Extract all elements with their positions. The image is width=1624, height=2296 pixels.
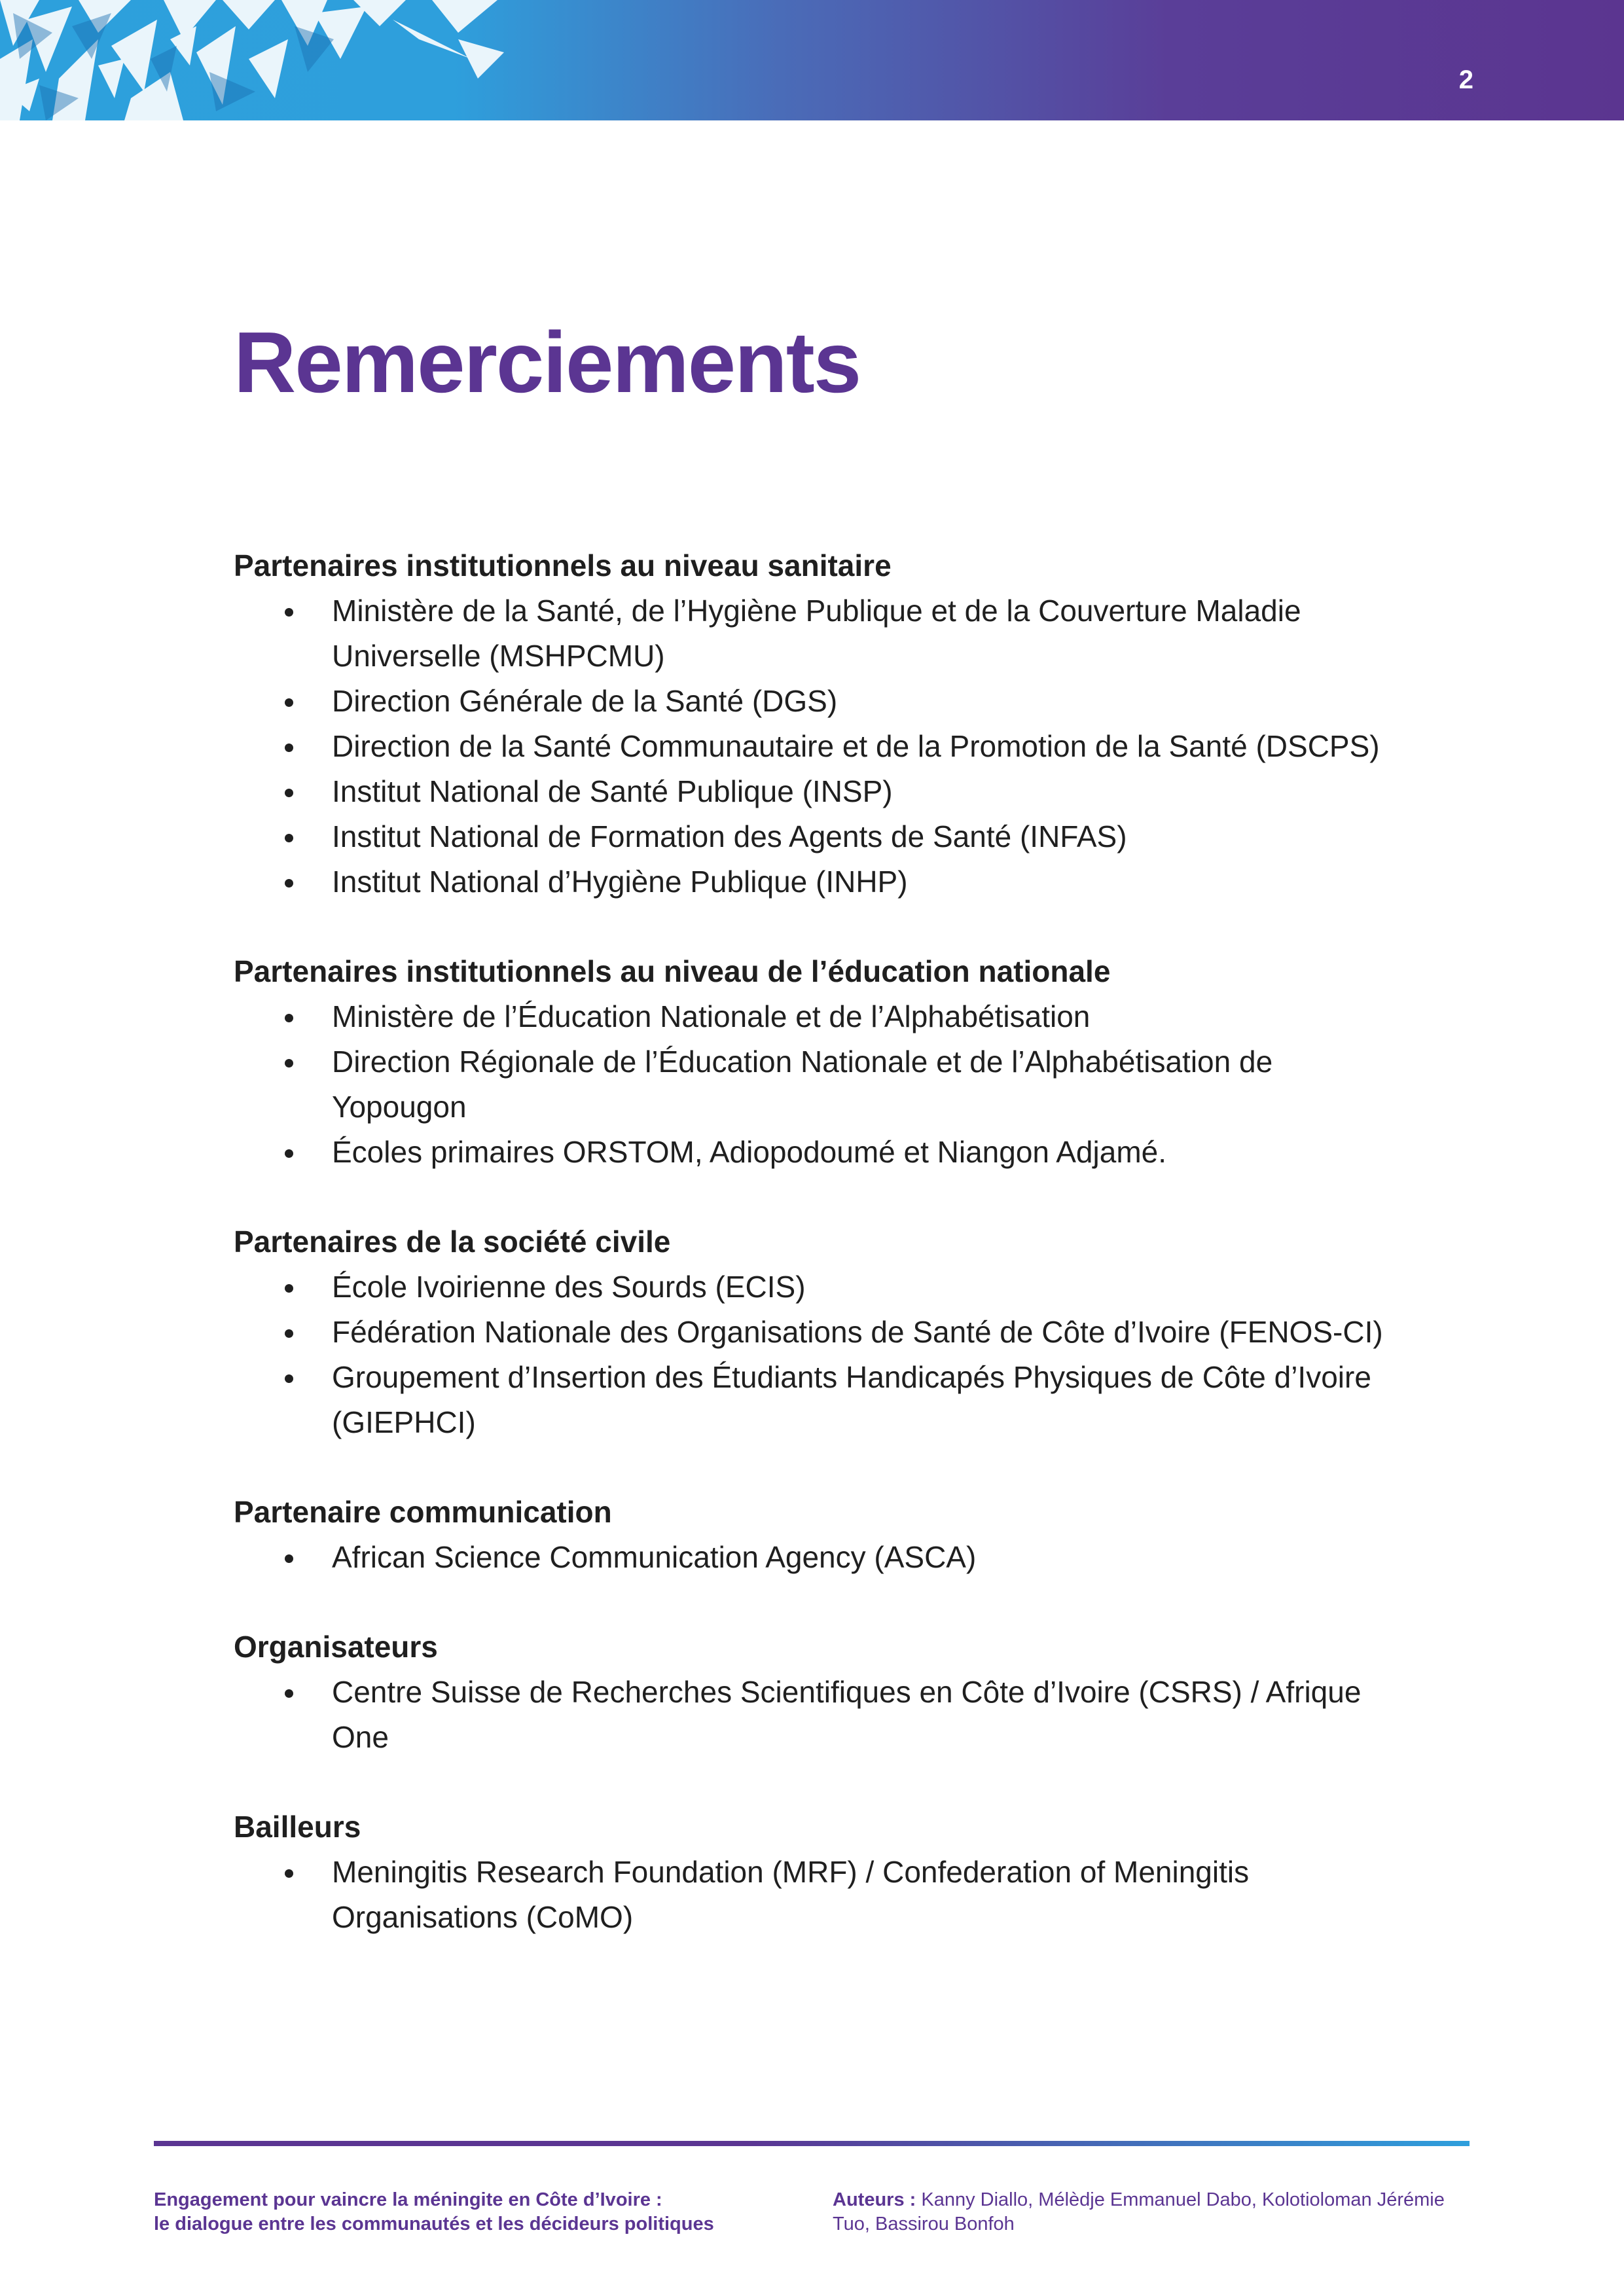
list-item: [234, 1130, 1412, 1175]
footer-divider: [154, 2141, 1470, 2146]
list-item: [234, 1850, 1412, 1940]
list-item: [234, 1039, 1412, 1130]
list-item-text: Direction Régionale de l’Éducation Nationale et de l’Alphabétisation de Yopougon: [332, 1045, 1273, 1124]
section-health-partners: [234, 543, 1412, 905]
bullet-icon: [285, 698, 293, 707]
section-heading: Bailleurs: [234, 1810, 361, 1844]
section-funders: [234, 1804, 1412, 1940]
list-item-text: Institut National d’Hygiène Publique (INHP): [332, 865, 908, 899]
page-number: 2: [1458, 65, 1473, 94]
bullet-icon: [285, 834, 293, 842]
acknowledgements-content: [234, 543, 1412, 1984]
list-item: [234, 859, 1412, 905]
section-heading: Organisateurs: [234, 1630, 438, 1664]
list-item-text: Centre Suisse de Recherches Scientifiques en Côte d’Ivoire (CSRS) / Afrique One: [332, 1675, 1362, 1754]
bullet-icon: [285, 1014, 293, 1022]
list-item: [234, 588, 1412, 679]
footer-authors-label: Auteurs :: [833, 2189, 916, 2210]
list-item-text: Institut National de Formation des Agents de Santé (INFAS): [332, 819, 1127, 853]
decorative-shards-graphic: [0, 0, 537, 120]
list-item-text: Fédération Nationale des Organisations de Santé de Côte d’Ivoire (FENOS-CI): [332, 1315, 1383, 1349]
bullet-icon: [285, 1284, 293, 1293]
section-list: [234, 588, 1412, 905]
bullet-icon: [285, 744, 293, 752]
bullet-icon: [285, 1059, 293, 1067]
section-heading: Partenaires institutionnels au niveau de l’éducation nationale: [234, 954, 1111, 988]
section-civil-society-partners: [234, 1219, 1412, 1445]
list-item: [234, 994, 1412, 1039]
bullet-icon: [285, 879, 293, 888]
list-item: [234, 1670, 1412, 1760]
list-item: [234, 1355, 1412, 1445]
bullet-icon: [285, 1689, 293, 1698]
list-item: [234, 724, 1412, 769]
list-item-text: Meningitis Research Foundation (MRF) / Confederation of Meningitis Organisations (CoMO): [332, 1855, 1250, 1934]
list-item: [234, 769, 1412, 814]
bullet-icon: [285, 789, 293, 797]
section-heading: Partenaire communication: [234, 1495, 612, 1529]
list-item-text: Écoles primaires ORSTOM, Adiopodoumé et Niangon Adjamé.: [332, 1135, 1166, 1169]
section-heading: Partenaires institutionnels au niveau sanitaire: [234, 548, 892, 583]
footer-report-title: [154, 2188, 808, 2236]
list-item: [234, 679, 1412, 724]
bullet-icon: [285, 1149, 293, 1158]
section-communication-partner: [234, 1490, 1412, 1580]
list-item-text: Direction Générale de la Santé (DGS): [332, 684, 838, 718]
list-item-text: Groupement d’Insertion des Étudiants Handicapés Physiques de Côte d’Ivoire (GIEPHCI): [332, 1360, 1371, 1439]
bullet-icon: [285, 1374, 293, 1383]
footer-authors-names: Kanny Diallo, Mélèdje Emmanuel Dabo, Kolotioloman Jérémie Tuo, Bassirou Bonfoh: [833, 2189, 1445, 2234]
list-item-text: African Science Communication Agency (ASCA): [332, 1540, 977, 1574]
bullet-icon: [285, 1554, 293, 1563]
section-list: [234, 1850, 1412, 1940]
footer-title-line-1: Engagement pour vaincre la méningite en Côte d’Ivoire :: [154, 2189, 662, 2210]
section-list: [234, 1265, 1412, 1445]
section-education-partners: [234, 949, 1412, 1175]
section-organisers: [234, 1624, 1412, 1760]
list-item: [234, 814, 1412, 859]
header-band: [0, 0, 1624, 120]
footer-authors: [833, 2188, 1474, 2236]
list-item-text: Ministère de l’Éducation Nationale et de l’Alphabétisation: [332, 999, 1091, 1033]
page-title: Remerciements: [234, 314, 861, 410]
list-item: [234, 1310, 1412, 1355]
section-list: [234, 994, 1412, 1175]
bullet-icon: [285, 1329, 293, 1338]
section-list: [234, 1535, 1412, 1580]
list-item-text: Ministère de la Santé, de l’Hygiène Publique et de la Couverture Maladie Universelle (MSHPCMU): [332, 594, 1301, 673]
list-item: [234, 1265, 1412, 1310]
section-list: [234, 1670, 1412, 1760]
bullet-icon: [285, 608, 293, 617]
bullet-icon: [285, 1869, 293, 1878]
list-item-text: Institut National de Santé Publique (INSP): [332, 774, 893, 808]
list-item-text: École Ivoirienne des Sourds (ECIS): [332, 1270, 806, 1304]
section-heading: Partenaires de la société civile: [234, 1225, 671, 1259]
footer-title-line-2: le dialogue entre les communautés et les décideurs politiques: [154, 2214, 714, 2234]
list-item-text: Direction de la Santé Communautaire et de la Promotion de la Santé (DSCPS): [332, 729, 1380, 763]
list-item: [234, 1535, 1412, 1580]
